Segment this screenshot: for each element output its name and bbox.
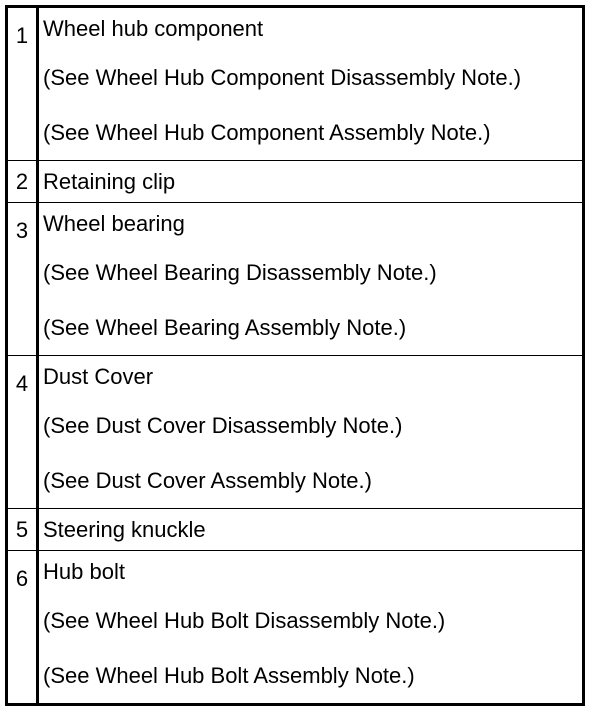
disassembly-note-reference: (See Wheel Bearing Disassembly Note.) xyxy=(43,260,437,285)
part-description xyxy=(38,551,584,705)
part-name: Retaining clip xyxy=(43,169,176,194)
disassembly-note-reference: (See Wheel Hub Bolt Disassembly Note.) xyxy=(43,608,446,633)
disassembly-note-reference: (See Wheel Hub Component Disassembly Note.) xyxy=(43,65,522,90)
table-row xyxy=(7,509,584,551)
part-number: 1 xyxy=(7,7,38,161)
part-description xyxy=(38,203,584,356)
part-number: 2 xyxy=(7,161,38,203)
assembly-note-reference: (See Wheel Hub Component Assembly Note.) xyxy=(43,120,491,145)
table-row xyxy=(7,7,584,161)
part-name: Steering knuckle xyxy=(43,517,206,542)
part-name: Wheel hub component xyxy=(43,16,264,41)
part-name: Wheel bearing xyxy=(43,211,185,236)
part-name: Hub bolt xyxy=(43,559,125,584)
part-number: 4 xyxy=(7,356,38,509)
disassembly-note-reference: (See Dust Cover Disassembly Note.) xyxy=(43,413,403,438)
table-row xyxy=(7,551,584,705)
assembly-note-reference: (See Wheel Bearing Assembly Note.) xyxy=(43,315,407,340)
part-description xyxy=(38,509,584,551)
assembly-note-reference: (See Dust Cover Assembly Note.) xyxy=(43,468,372,493)
part-description xyxy=(38,356,584,509)
table-row xyxy=(7,203,584,356)
part-number: 3 xyxy=(7,203,38,356)
part-number: 6 xyxy=(7,551,38,705)
table-row xyxy=(7,356,584,509)
parts-table xyxy=(5,5,585,706)
table-row xyxy=(7,161,584,203)
assembly-note-reference: (See Wheel Hub Bolt Assembly Note.) xyxy=(43,663,415,688)
part-description xyxy=(38,7,584,161)
part-description xyxy=(38,161,584,203)
part-number: 5 xyxy=(7,509,38,551)
part-name: Dust Cover xyxy=(43,364,154,389)
